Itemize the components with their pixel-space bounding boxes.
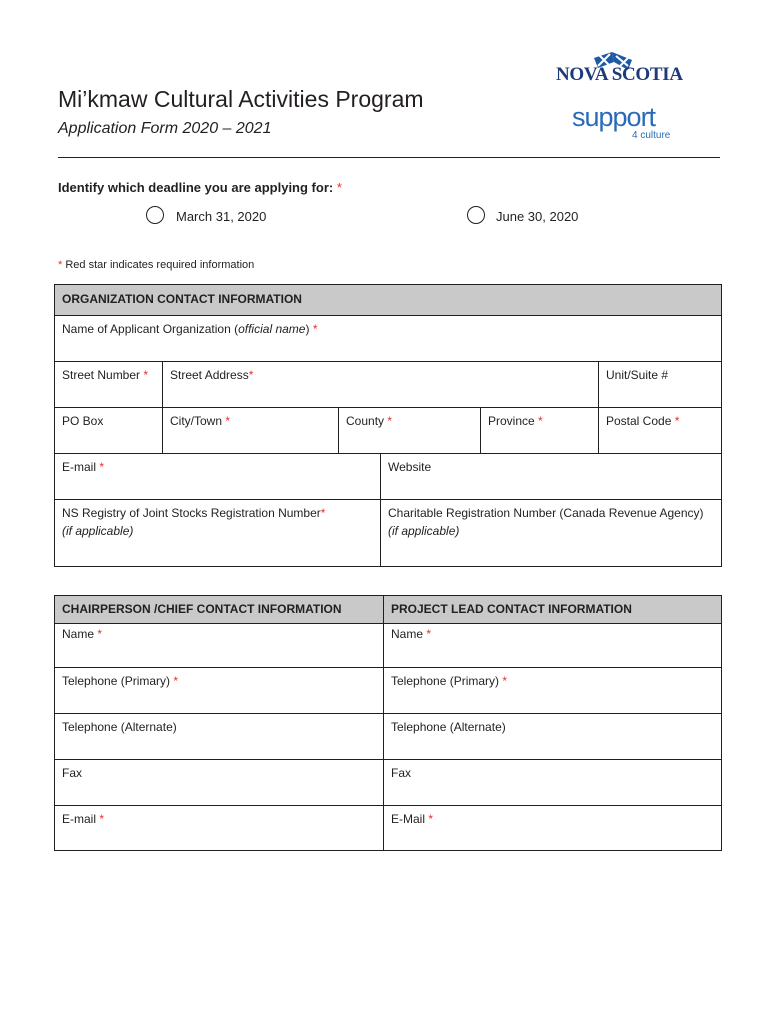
website-field[interactable]: Website xyxy=(380,453,721,499)
header-divider xyxy=(58,157,720,158)
chair-telephone-alternate-field[interactable]: Telephone (Alternate) xyxy=(55,713,383,759)
org-email-field[interactable]: E-mail * xyxy=(55,453,380,499)
required-note: * Red star indicates required information xyxy=(58,259,255,271)
po-box-field[interactable]: PO Box xyxy=(55,407,162,453)
lead-name-field[interactable]: Name * xyxy=(383,623,721,667)
logo-province: NOVA SCOTIA xyxy=(556,64,683,85)
lead-heading: PROJECT LEAD CONTACT INFORMATION xyxy=(383,596,721,623)
unit-suite-field[interactable]: Unit/Suite # xyxy=(598,361,721,407)
organization-heading: ORGANIZATION CONTACT INFORMATION xyxy=(55,285,721,315)
chair-telephone-primary-field[interactable]: Telephone (Primary) * xyxy=(55,667,383,713)
deadline-question: Identify which deadline you are applying for: * xyxy=(58,180,342,195)
radio-march-31[interactable] xyxy=(146,206,164,224)
chair-heading: CHAIRPERSON /CHIEF CONTACT INFORMATION xyxy=(55,596,383,623)
street-address-field[interactable]: Street Address* xyxy=(162,361,652,407)
chair-email-field[interactable]: E-mail * xyxy=(55,805,383,850)
lead-telephone-primary-field[interactable]: Telephone (Primary) * xyxy=(383,667,721,713)
county-field[interactable]: County * xyxy=(338,407,480,453)
lead-telephone-alternate-field[interactable]: Telephone (Alternate) xyxy=(383,713,721,759)
logo-brand-sub: 4 culture xyxy=(632,130,671,141)
chair-fax-field[interactable]: Fax xyxy=(55,759,383,805)
nova-scotia-logo xyxy=(552,48,722,148)
applicant-name-field[interactable]: Name of Applicant Organization (official name) * xyxy=(55,315,721,361)
province-field[interactable]: Province * xyxy=(480,407,598,453)
lead-email-field[interactable]: E-Mail * xyxy=(383,805,721,850)
radio-march-31-label: March 31, 2020 xyxy=(176,209,267,224)
required-star: * xyxy=(336,180,342,195)
charitable-registration-field[interactable]: Charitable Registration Number (Canada Revenue Agency) (if applicable) xyxy=(380,499,721,566)
logo-brand: support xyxy=(572,102,656,132)
chair-name-field[interactable]: Name * xyxy=(55,623,383,667)
form-title: Mi’kmaw Cultural Activities Program xyxy=(58,86,424,112)
contacts-table xyxy=(54,595,722,851)
radio-june-30-label: June 30, 2020 xyxy=(496,209,579,224)
street-number-field[interactable]: Street Number * xyxy=(55,361,162,407)
form-subtitle: Application Form 2020 – 2021 xyxy=(58,120,272,137)
radio-june-30[interactable] xyxy=(467,206,485,224)
postal-code-field[interactable]: Postal Code * xyxy=(598,407,721,453)
lead-fax-field[interactable]: Fax xyxy=(383,759,721,805)
organization-table xyxy=(54,284,722,567)
ns-registry-field[interactable]: NS Registry of Joint Stocks Registration Number* (if applicable) xyxy=(55,499,380,566)
city-town-field[interactable]: City/Town * xyxy=(162,407,338,453)
